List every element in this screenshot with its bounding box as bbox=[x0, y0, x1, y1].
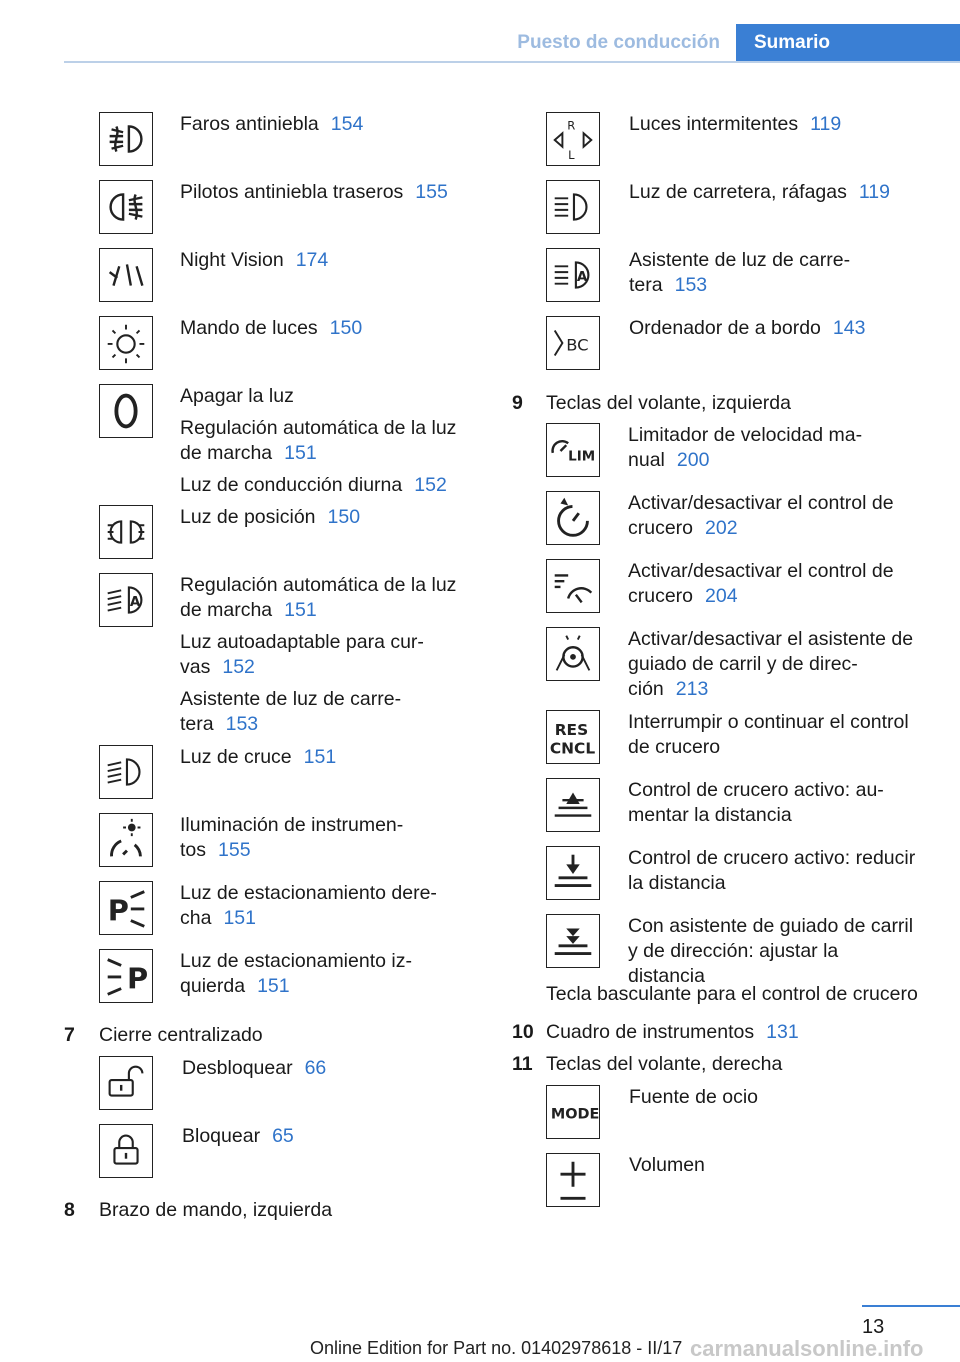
page-ref[interactable]: 151 bbox=[257, 975, 290, 997]
list-item bbox=[628, 491, 918, 548]
summary-tab[interactable]: Sumario bbox=[736, 24, 960, 61]
page-ref[interactable]: 65 bbox=[272, 1125, 294, 1147]
low-beam-icon bbox=[99, 745, 153, 799]
entry-line bbox=[628, 846, 918, 896]
list-item bbox=[180, 813, 470, 870]
speed-limiter-icon bbox=[546, 423, 600, 477]
entry-text: Activar/desactivar el asistente de guiado de carril y de direc-ción bbox=[628, 628, 914, 700]
entry-line bbox=[182, 1056, 472, 1081]
item-9-label: Teclas del volante, izquierda bbox=[546, 392, 791, 414]
list-item bbox=[180, 881, 470, 938]
entry-line bbox=[180, 630, 470, 680]
page-ref[interactable]: 155 bbox=[218, 839, 251, 861]
entry-text: Luz autoadaptable para cur-vas bbox=[180, 631, 424, 678]
svg-text:L: L bbox=[568, 148, 575, 163]
instrument-lighting-icon bbox=[99, 813, 153, 867]
entry-text: Luz de cruce bbox=[180, 746, 292, 768]
entry-line bbox=[180, 949, 470, 999]
list-item bbox=[629, 1085, 919, 1117]
onboard-computer-bc-icon bbox=[546, 316, 600, 370]
entry-line bbox=[628, 491, 918, 541]
entry-text: Volumen bbox=[629, 1154, 705, 1176]
edition-note: Online Edition for Part no. 01402978618 - II/17 bbox=[310, 1338, 683, 1358]
page-ref[interactable]: 153 bbox=[674, 274, 708, 296]
entry-line bbox=[629, 180, 919, 205]
svg-text:BC: BC bbox=[566, 335, 589, 355]
item-8-label: Brazo de mando, izquierda bbox=[99, 1199, 333, 1221]
entry-line bbox=[628, 710, 918, 760]
list-item bbox=[628, 423, 918, 480]
page-ref[interactable]: 155 bbox=[415, 181, 448, 203]
cruise-control-icon bbox=[546, 491, 600, 545]
entry-line bbox=[629, 316, 919, 341]
light-off-0-icon bbox=[99, 384, 153, 438]
item-8-number: 8 bbox=[64, 1199, 75, 1221]
entry-line bbox=[628, 778, 918, 828]
front-fog-lights-icon bbox=[99, 112, 153, 166]
entry-line bbox=[628, 423, 918, 473]
item-11-label: Teclas del volante, derecha bbox=[546, 1053, 783, 1075]
list-item bbox=[180, 573, 470, 744]
watermark: carmanualsonline.info bbox=[690, 1336, 924, 1361]
list-item bbox=[628, 627, 918, 709]
entry-line bbox=[629, 1153, 919, 1178]
svg-text:A: A bbox=[576, 268, 588, 285]
entry-text: Fuente de ocio bbox=[629, 1086, 759, 1108]
parking-light-left-icon bbox=[99, 949, 153, 1003]
high-beam-assist-icon bbox=[546, 248, 600, 302]
entry-line bbox=[180, 248, 470, 273]
entry-text: Luces intermitentes bbox=[629, 113, 799, 135]
svg-text:A: A bbox=[129, 593, 141, 610]
entry-line bbox=[182, 1124, 472, 1149]
distance-increase-icon bbox=[546, 778, 600, 832]
entry-line bbox=[180, 745, 470, 770]
list-item bbox=[628, 846, 918, 903]
item-7-label: Cierre centralizado bbox=[99, 1024, 263, 1046]
page-ref[interactable]: 154 bbox=[330, 113, 364, 135]
item-11-number: 11 bbox=[512, 1053, 533, 1075]
entry-text: Asistente de luz de carre-tera bbox=[180, 688, 402, 735]
page-ref[interactable]: 151 bbox=[284, 599, 317, 621]
svg-text:P: P bbox=[107, 893, 129, 928]
entry-text: Pilotos antiniebla traseros bbox=[180, 181, 404, 203]
entry-text: Control de crucero activo: au-mentar la distancia bbox=[628, 779, 884, 826]
entry-line bbox=[628, 559, 918, 609]
page-ref[interactable]: 150 bbox=[327, 506, 361, 528]
night-vision-icon bbox=[99, 248, 153, 302]
mode-button-icon bbox=[546, 1085, 600, 1139]
svg-text:P: P bbox=[126, 961, 149, 996]
entry-line bbox=[180, 416, 470, 466]
entry-text: Luz de estacionamiento dere-cha bbox=[180, 882, 437, 929]
list-item bbox=[629, 248, 919, 305]
svg-text:R: R bbox=[567, 118, 576, 133]
distance-adjust-icon bbox=[546, 914, 600, 968]
list-item bbox=[180, 316, 470, 348]
entry-line bbox=[629, 1085, 919, 1110]
entry-text: Night Vision bbox=[180, 249, 284, 271]
entry-line bbox=[180, 384, 470, 409]
active-cruise-icon bbox=[546, 559, 600, 613]
rear-fog-lights-icon bbox=[99, 180, 153, 234]
entry-line bbox=[180, 473, 470, 498]
entry-text: Mando de luces bbox=[180, 317, 318, 339]
page-ref[interactable]: 151 bbox=[284, 442, 317, 464]
unlock-icon bbox=[99, 1056, 153, 1110]
item-7-number: 7 bbox=[64, 1024, 75, 1046]
page-ref[interactable]: 143 bbox=[832, 317, 866, 339]
entry-text: Ordenador de a bordo bbox=[629, 317, 821, 339]
page-ref[interactable]: 151 bbox=[223, 907, 256, 929]
item-10-label: Cuadro de instrumentos 131 bbox=[546, 1021, 799, 1043]
entry-line bbox=[180, 316, 470, 341]
page-ref[interactable]: 66 bbox=[304, 1057, 327, 1079]
rocker-note: Tecla basculante para el control de crucero bbox=[546, 983, 918, 1005]
header-divider bbox=[64, 61, 960, 63]
svg-text:LIM: LIM bbox=[568, 448, 596, 465]
list-item bbox=[628, 710, 918, 767]
light-switch-icon bbox=[99, 316, 153, 370]
entry-text: Con asistente de guiado de carril y de dirección: ajustar la distancia bbox=[628, 915, 914, 987]
list-item bbox=[182, 1056, 472, 1088]
entry-text: Asistente de luz de carre-tera bbox=[629, 249, 851, 296]
entry-text: Luz de estacionamiento iz-quierda bbox=[180, 950, 412, 997]
entry-line bbox=[180, 180, 470, 205]
entry-text: Luz de posición bbox=[180, 506, 316, 528]
entry-text: Control de crucero activo: reducir la distancia bbox=[628, 847, 916, 894]
entry-text: Regulación automática de la luz de marcha bbox=[180, 574, 457, 621]
list-item bbox=[629, 1153, 919, 1185]
page-ref[interactable]: 131 bbox=[766, 1021, 799, 1043]
parking-lights-icon bbox=[99, 505, 153, 559]
entry-text: Apagar la luz bbox=[180, 385, 294, 407]
list-item bbox=[180, 248, 470, 280]
list-item bbox=[629, 112, 919, 144]
entry-line bbox=[180, 112, 470, 137]
footer-divider bbox=[862, 1305, 960, 1307]
svg-text:RES: RES bbox=[554, 721, 589, 740]
turn-signal-icon bbox=[546, 112, 600, 166]
res-cncl-icon bbox=[546, 710, 600, 764]
page-ref[interactable]: 202 bbox=[705, 517, 738, 539]
page-ref[interactable]: 200 bbox=[676, 449, 710, 471]
lock-icon bbox=[99, 1124, 153, 1178]
auto-headlight-icon bbox=[99, 573, 153, 627]
page-ref[interactable]: 174 bbox=[295, 249, 329, 271]
entry-line bbox=[180, 813, 470, 863]
list-item bbox=[180, 384, 470, 505]
list-item bbox=[180, 949, 470, 1006]
parking-light-right-icon bbox=[99, 881, 153, 935]
list-item bbox=[180, 180, 470, 212]
page-ref[interactable]: 119 bbox=[858, 181, 890, 203]
volume-plus-icon bbox=[546, 1153, 600, 1207]
entry-line bbox=[628, 627, 918, 702]
entry-text: Luz de conducción diurna bbox=[180, 474, 403, 496]
list-item bbox=[628, 778, 918, 835]
entry-line bbox=[180, 881, 470, 931]
list-item bbox=[180, 745, 470, 777]
entry-text: Faros antiniebla bbox=[180, 113, 319, 135]
entry-line bbox=[180, 687, 470, 737]
list-item bbox=[628, 559, 918, 616]
entry-text: Interrumpir o continuar el control de crucero bbox=[628, 711, 909, 758]
entry-text: Iluminación de instrumen-tos bbox=[180, 814, 404, 861]
entry-text: Luz de carretera, ráfagas bbox=[629, 181, 847, 203]
page-ref[interactable]: 153 bbox=[225, 713, 259, 735]
page-ref[interactable]: 204 bbox=[705, 585, 738, 607]
svg-text:CNCL: CNCL bbox=[549, 739, 596, 758]
entry-text: Activar/desactivar el control de crucero bbox=[628, 492, 894, 539]
list-item bbox=[180, 505, 470, 537]
item-9-number: 9 bbox=[512, 392, 523, 414]
item-10-number: 10 bbox=[512, 1021, 534, 1043]
svg-text:MODE: MODE bbox=[550, 1106, 599, 1123]
entry-text: Activar/desactivar el control de crucero bbox=[628, 560, 894, 607]
distance-decrease-icon bbox=[546, 846, 600, 900]
page-ref[interactable]: 119 bbox=[810, 113, 842, 135]
page-ref[interactable]: 151 bbox=[303, 746, 337, 768]
entry-text: Limitador de velocidad ma-nual bbox=[628, 424, 863, 471]
page-ref[interactable]: 150 bbox=[329, 317, 363, 339]
entry-line bbox=[629, 248, 919, 298]
list-item bbox=[180, 112, 470, 144]
list-item bbox=[182, 1124, 472, 1156]
entry-line bbox=[180, 505, 470, 530]
entry-text: Desbloquear bbox=[182, 1057, 293, 1079]
section-title: Puesto de conducción bbox=[517, 32, 720, 53]
entry-text: Bloquear bbox=[182, 1125, 261, 1147]
steering-assist-icon bbox=[546, 627, 600, 681]
entry-line bbox=[629, 112, 919, 137]
page-ref[interactable]: 152 bbox=[222, 656, 255, 678]
list-item bbox=[629, 316, 919, 348]
entry-line bbox=[180, 573, 470, 623]
list-item bbox=[629, 180, 919, 212]
page-number: 13 bbox=[862, 1316, 885, 1338]
entry-line bbox=[628, 914, 918, 989]
page-ref[interactable]: 213 bbox=[675, 678, 709, 700]
high-beam-icon bbox=[546, 180, 600, 234]
page-ref[interactable]: 152 bbox=[414, 474, 447, 496]
entry-text: Regulación automática de la luz de marcha bbox=[180, 417, 457, 464]
